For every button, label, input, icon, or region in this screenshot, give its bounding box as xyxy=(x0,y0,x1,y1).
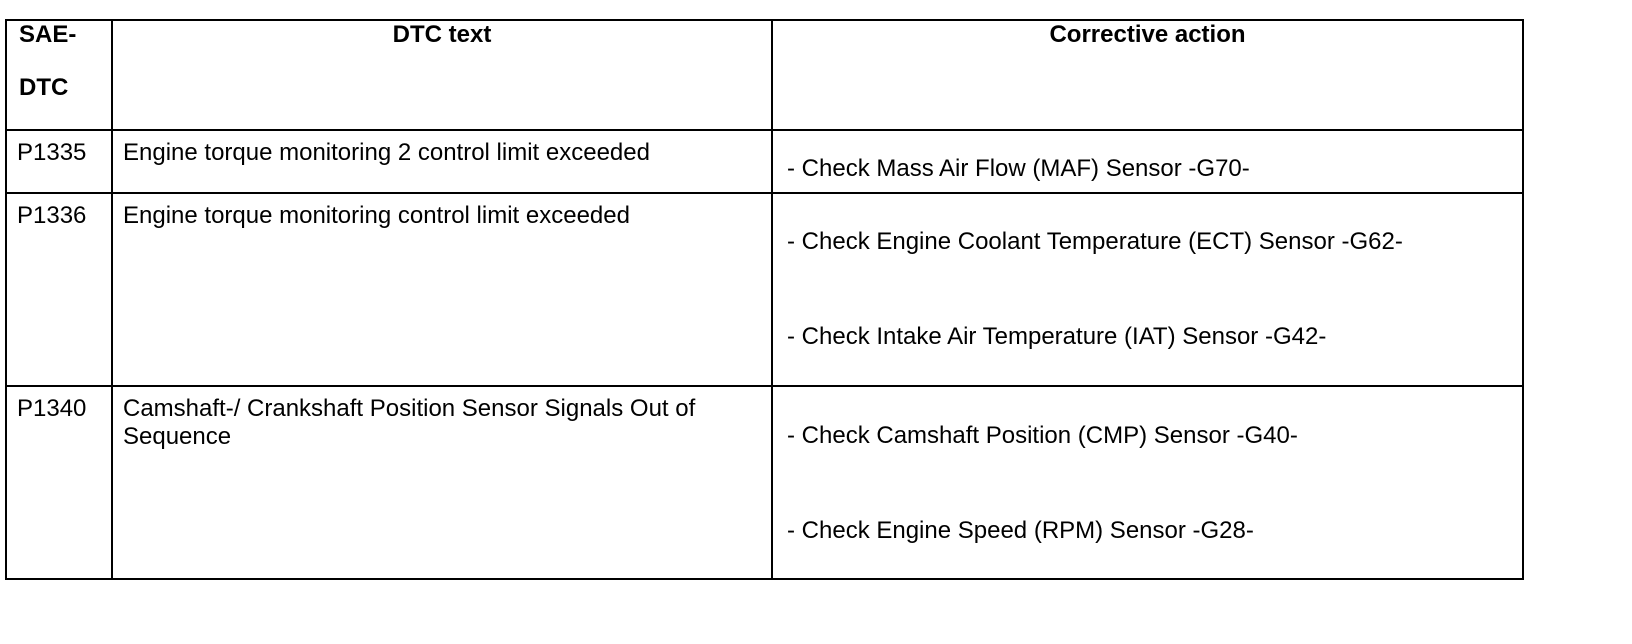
dtc-code: P1335 xyxy=(6,130,112,193)
corrective-action: - Check Engine Coolant Temperature (ECT) Sensor -G62- xyxy=(787,227,1403,255)
corrective-action-cell xyxy=(772,130,1523,193)
header-row xyxy=(6,20,1523,130)
header-sae-dtc-line2: DTC xyxy=(19,74,69,101)
dtc-text: Engine torque monitoring control limit exceeded xyxy=(112,193,772,386)
corrective-action: - Check Mass Air Flow (MAF) Sensor -G70- xyxy=(787,154,1250,182)
table-row xyxy=(6,130,1523,193)
header-sae-dtc-line1: SAE- xyxy=(19,21,77,48)
dtc-text: Engine torque monitoring 2 control limit exceeded xyxy=(112,130,772,193)
header-sae-dtc xyxy=(6,20,112,130)
table-row xyxy=(6,386,1523,579)
dtc-text: Camshaft-/ Crankshaft Position Sensor Signals Out of Sequence xyxy=(112,386,772,579)
dtc-table xyxy=(5,19,1524,580)
header-corrective-action: Corrective action xyxy=(772,20,1523,130)
dtc-code: P1336 xyxy=(6,193,112,386)
corrective-action: - Check Camshaft Position (CMP) Sensor -G40- xyxy=(787,421,1298,449)
corrective-action-cell xyxy=(772,193,1523,386)
corrective-action: - Check Engine Speed (RPM) Sensor -G28- xyxy=(787,517,1254,544)
corrective-action: - Check Intake Air Temperature (IAT) Sensor -G42- xyxy=(787,323,1327,350)
header-dtc-text: DTC text xyxy=(112,20,772,130)
table-row xyxy=(6,193,1523,386)
dtc-code: P1340 xyxy=(6,386,112,579)
corrective-action-cell xyxy=(772,386,1523,579)
